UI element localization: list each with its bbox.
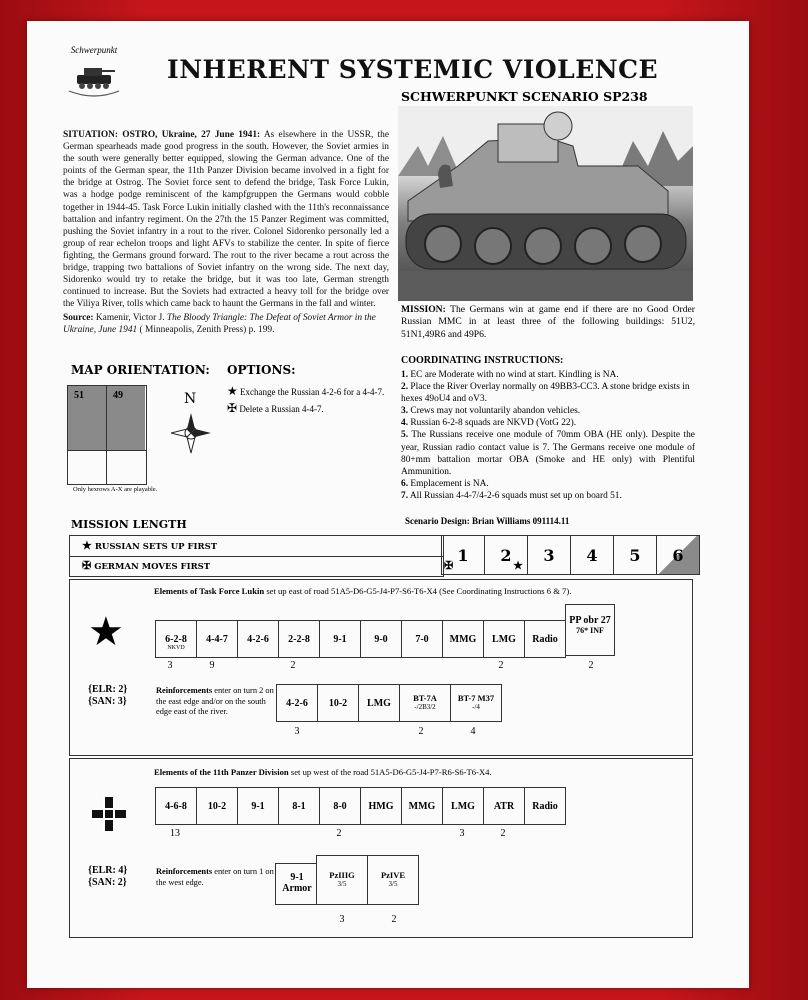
logo-text: Schwerpunkt [70,45,118,55]
qty-4-6-8: 13 [170,828,180,839]
qty-8-0: 2 [336,828,342,839]
source-author: Kamenir, Victor J. [95,313,165,323]
qty-2-2-8: 2 [290,660,296,671]
mission-length-heading: MISSION LENGTH [71,518,187,531]
schwerpunkt-logo [63,41,125,101]
counter-mmg: MMG [401,787,443,825]
qty-lmg: 2 [498,660,504,671]
russian-reinforcement-counters [277,684,502,722]
russian-order-of-battle [69,579,693,756]
german-elr-san: {ELR: 4} {SAN: 2} [88,865,128,888]
counter-9-1: 9-1 [237,787,279,825]
mission-label: MISSION: [401,304,446,315]
board-layout [67,385,147,485]
coordinating-list [401,369,695,502]
scenario-subtitle: SCHWERPUNKT SCENARIO SP238 [401,89,648,104]
coordinating-item: 2. Place the River Overlay normally on 49BB3-CC3. A stone bridge exists in hexes 49oU4 and oV3. [401,382,690,405]
german-reinforcement-counters [276,863,419,905]
coordinating-item: 5. The Russians receive one module of 70mm OBA (HE only). Despite the year, Russian radio contact value is 7. The Germans receive one module of 80+mm battalion mortar OBA (Smoke and HE only) with Plentiful Ammunition. [401,430,695,477]
counter-7-0: 7-0 [401,620,443,658]
source-label: Source: [63,313,94,323]
counter-6-2-8: 6-2-8 NKVD [155,620,197,658]
counter-lmg: LMG [483,620,525,658]
counter-radio: Radio [524,787,566,825]
counter-atr: ATR [483,787,525,825]
map-note: Only hexrows A-X are playable. [73,486,158,493]
situation-label: SITUATION: [63,130,119,140]
russian-elr-san: {ELR: 2} {SAN: 3} [88,684,128,707]
turn-4: 4 [570,535,614,575]
qty-atr: 2 [500,828,506,839]
coordinating-heading: COORDINATING INSTRUCTIONS: [401,355,564,366]
turn-2: 2 ★ [484,535,528,575]
counter-9-0: 9-0 [360,620,402,658]
board-49 [107,386,145,484]
source-pub: ( Minneapolis, Zenith Press) p. 199. [139,325,275,335]
compass-rose-icon [171,391,211,455]
counter-bt-7a: BT-7A -/2B3/2 [399,684,451,722]
compass-north-label: N [184,391,197,407]
map-orientation-heading: MAP ORIENTATION: [71,363,210,377]
german-cross-icon: ✠ [227,401,238,415]
turn-5: 5 [613,535,657,575]
mission-text [401,304,695,341]
counter-9-1: 9-1 [319,620,361,658]
turn-1: 1 ✠ [441,535,485,575]
turn-record-track [442,535,706,575]
source-book: The Bloody Triangle: The Defeat of Soviet Armor in the Ukraine, June 1941 [63,313,376,335]
german-heading: Elements of the 11th Panzer Division set up west of the road 51A5-D6-G5-J4-P7-R6-S6-T6-X4. [154,767,492,777]
german-cross-icon: ✠ [82,559,92,572]
russian-counters [156,620,566,658]
counter-radio: Radio [524,620,566,658]
german-reinforcements-text: Reinforcements enter on turn 1 on the west edge. [156,867,274,887]
russian-star-icon: ★ [88,609,124,654]
turn-6: 6 [656,535,700,575]
situation-place-date: OSTRO, Ukraine, 27 June 1941: [122,130,261,140]
russian-heading: Elements of Task Force Lukin set up east of road 51A5-D6-G5-J4-P7-S6-T6-X4 (See Coordinating Instructions 6 & 7). [154,586,572,596]
counter-2-2-8: 2-2-8 [278,620,320,658]
counter-reinf-10-2: 10-2 [317,684,359,722]
counter-bt-7-m37: BT-7 M37 -/4 [450,684,502,722]
counter-mmg: MMG [442,620,484,658]
coordinating-item: 7. All Russian 4-4-7/4-2-6 squads must set up on board 51. [401,490,622,501]
qty-pp-obr-27: 2 [588,660,594,671]
mission-length-setup [69,535,444,577]
counter-hmg: HMG [360,787,402,825]
star-icon: ★ [513,559,523,572]
counter-lmg: LMG [442,787,484,825]
counter-4-2-6: 4-2-6 [237,620,279,658]
counter-4-4-7: 4-4-7 [196,620,238,658]
counter-pziiig: PzIIIG 3/5 [316,855,368,905]
turn-3: 3 [527,535,571,575]
star-icon: ★ [82,539,92,552]
tank-photo [398,106,693,301]
qty-bt-7-m37: 4 [470,726,476,737]
counter-8-1: 8-1 [278,787,320,825]
situation-text [63,129,389,310]
setup-row-german: ✠ GERMAN MOVES FIRST [82,559,211,572]
star-icon: ★ [227,384,238,398]
qty-pziiig: 3 [339,914,345,925]
german-order-of-battle [69,758,693,938]
counter-10-2: 10-2 [196,787,238,825]
russian-reinforcements-text: Reinforcements enter on turn 2 on the east edge and/or on the south edge east of the river. [156,686,274,716]
qty-pzive: 2 [391,914,397,925]
scenario-card [27,21,749,988]
counter-4-6-8: 4-6-8 [155,787,197,825]
german-counters [156,787,566,825]
setup-row-russian: ★ RUSSIAN SETS UP FIRST [70,536,443,557]
coordinating-item: 3. Crews may not voluntarily abandon vehicles. [401,406,581,417]
design-credit: Scenario Design: Brian Williams 091114.11 [405,516,570,526]
qty-reinf-4-2-6: 3 [294,726,300,737]
counter-9-1-armor: 9-1 Armor [275,863,317,905]
coordinating-item: 1. EC are Moderate with no wind at start. Kindling is NA. [401,370,619,380]
board-49-label: 49 [113,390,123,401]
option-cross: ✠ Delete a Russian 4-4-7. [227,401,324,415]
german-cross-icon: ✠ [444,559,454,572]
qty-lmg: 3 [459,828,465,839]
counter-pp-obr-27: PP obr 27 76* INF [565,604,615,656]
counter-pzive: PzIVE 3/5 [367,855,419,905]
counter-reinf-4-2-6: 4-2-6 [276,684,318,722]
coordinating-item: 4. Russian 6-2-8 squads are NKVD (VotG 22). [401,418,577,429]
qty-6-2-8: 3 [167,660,173,671]
balkenkreuz-icon [92,797,126,831]
coordinating-item: 6. Emplacement is NA. [401,478,489,489]
counter-8-0: 8-0 [319,787,361,825]
situation-body: As elsewhere in the USSR, the German spearheads made good progress in the south. However, the Soviet armies in the south were generally better equipped, slowing the German advance. One of the points of the German spear, the 11th Panzer Division became involved in a fight for the bridge at Ostrog. The Soviet force sent to defend the bridge, Task Force Lukin, was a hodge podge reminiscent of the kampfgruppen the Germans would cobble together in 1944-45. Task Force Lukin initially clashed with the 11th's reconnaissance battalion and infantry regiment. On the 27th the 15 Panzer Regiment was committed, pushing the Soviet infantry in a rout to the river. Colonel Sidorenko personally led a group of rear echelon troops and light AFVs to stabilize the center. In spite of fierce fighting, the Germans ground forward. The rout to the river became a rout across the bridge, trapping two battalions of Soviet infantry on the wrong side. The next day, Sidorenko would try to retake the bridge, but it was too late, German strength continued to increase. But the Soviets had extracted a heavy toll for the bridge over the Viliya River, tolls which came back to haunt the Germans in the fall and winter. [63,130,390,310]
board-51-label: 51 [74,390,84,401]
qty-4-4-7: 9 [209,660,215,671]
qty-bt-7a: 2 [418,726,424,737]
scenario-title: INHERENT SYSTEMIC VIOLENCE [167,55,659,84]
options-heading: OPTIONS: [227,363,296,377]
option-star: ★ Exchange the Russian 4-2-6 for a 4-4-7. [227,384,385,398]
board-51 [68,386,107,484]
mission-body: The Germans win at game end if there are no Good Order Russian MMC in at least three of the following buildings: 51U2, 51N1,49R6 and 49P6. [401,304,695,340]
source-citation [63,312,389,336]
counter-reinf-lmg: LMG [358,684,400,722]
